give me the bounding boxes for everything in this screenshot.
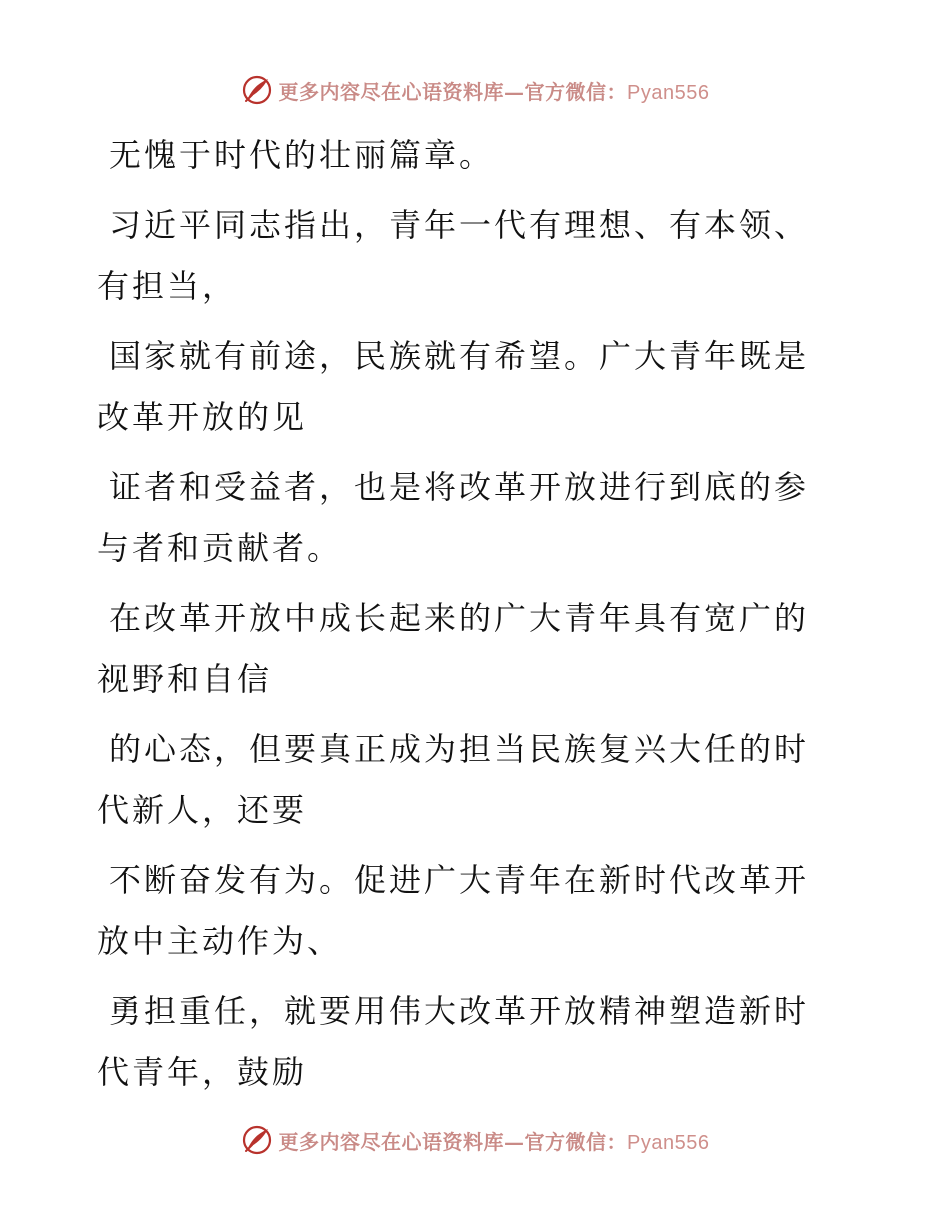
paragraph: 在改革开放中成长起来的广大青年具有宽广的视野和自信 [97,599,810,698]
paragraph: 国家就有前途，民族就有希望。广大青年既是改革开放的见 [97,337,810,436]
feather-pen-icon [241,74,273,106]
header-account: Pyan556 [627,81,710,104]
header-banner-text: 更多内容尽在心语资料库—官方微信：Pyan556 [278,79,710,104]
paragraph: 不断奋发有为。促进广大青年在新时代改革开放中主动作为、 [97,861,810,960]
document-body [97,125,837,1112]
paragraph: 的心态，但要真正成为担当民族复兴大任的时代新人，还要 [97,730,810,829]
header-banner [0,70,950,110]
paragraph: 勇担重任，就要用伟大改革开放精神塑造新时代青年，鼓励 [97,992,810,1091]
paragraph: 证者和受益者，也是将改革开放进行到底的参与者和贡献者。 [97,468,810,567]
footer-account: Pyan556 [627,1131,710,1154]
paragraph: 无愧于时代的壮丽篇章。 [109,136,495,174]
paragraph: 习近平同志指出，青年一代有理想、有本领、有担当， [97,206,810,305]
footer-banner-text: 更多内容尽在心语资料库—官方微信：Pyan556 [278,1129,710,1154]
footer-banner [0,1120,950,1160]
feather-pen-icon [241,1124,273,1156]
